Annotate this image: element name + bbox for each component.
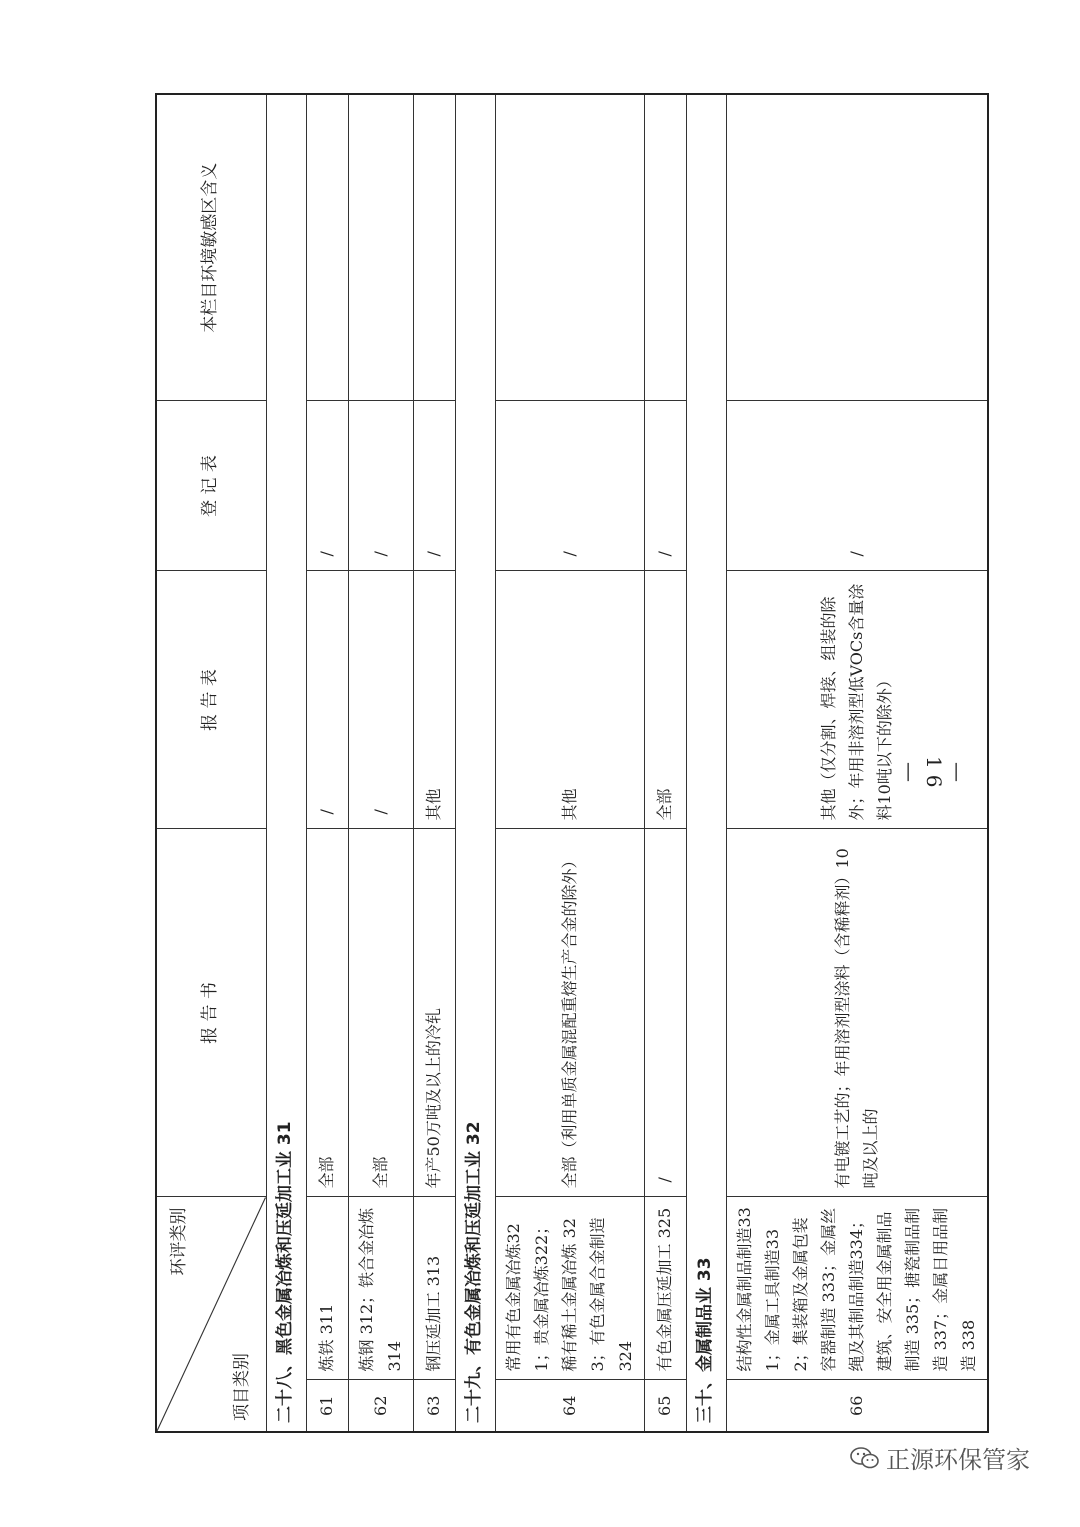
- watermark: [850, 1440, 1030, 1475]
- section-row: [266, 94, 306, 1432]
- row-report-form: 其他: [413, 571, 455, 829]
- table-row: [413, 94, 455, 1432]
- row-report-form: /: [306, 571, 348, 829]
- table-row: [644, 94, 686, 1432]
- section-title: 二十八、黑色金属冶炼和压延加工业 31: [266, 94, 306, 1432]
- row-report-book: 全部: [306, 829, 348, 1197]
- eia-category-table: [155, 93, 989, 1433]
- header-sensitive-area: 本栏目环境敏感区含义: [156, 94, 266, 401]
- row-number: 62: [348, 1380, 413, 1432]
- row-sensitive: [306, 94, 348, 401]
- row-report-form: 其他: [495, 571, 644, 829]
- row-category: 有色金属压延加工 325: [644, 1197, 686, 1380]
- section-row: [686, 94, 726, 1432]
- table-row: [306, 94, 348, 1432]
- header-project-category: 项目类别: [231, 1353, 252, 1421]
- row-number: 66: [726, 1380, 988, 1432]
- row-sensitive: [495, 94, 644, 401]
- row-report-book: 全部（利用单质金属混配重熔生产合金的除外）: [495, 829, 644, 1197]
- row-register: /: [495, 401, 644, 571]
- row-report-form: 其他（仅分割、焊接、组装的除外；年用非溶剂型低VOCs含量涂料10吨以下的除外）: [726, 571, 988, 829]
- row-report-book: /: [644, 829, 686, 1197]
- row-number: 61: [306, 1380, 348, 1432]
- row-register: /: [413, 401, 455, 571]
- header-env-category: 环评类别: [169, 1207, 189, 1276]
- section-row: [455, 94, 495, 1432]
- header-report-form: 报 告 表: [156, 571, 266, 829]
- row-register: /: [348, 401, 413, 571]
- diagonal-header-cell: [156, 1197, 266, 1432]
- row-category: 炼钢 312；铁合金冶炼 314: [348, 1197, 413, 1380]
- row-category: 钢压延加工 313: [413, 1197, 455, 1380]
- section-title: 三十、金属制品业 33: [686, 94, 726, 1432]
- row-number: 63: [413, 1380, 455, 1432]
- table-row: [348, 94, 413, 1432]
- row-number: 64: [495, 1380, 644, 1432]
- page-number: — 16 —: [898, 756, 970, 794]
- row-report-book: 年产50万吨及以上的冷轧: [413, 829, 455, 1197]
- wechat-icon: [850, 1447, 880, 1469]
- row-register: /: [644, 401, 686, 571]
- row-register: /: [306, 401, 348, 571]
- row-register: /: [726, 401, 988, 571]
- row-category: 常用有色金属冶炼321；贵金属冶炼322；稀有稀土金属冶炼 323；有色金属合金制造 324: [495, 1197, 644, 1380]
- row-sensitive: [348, 94, 413, 401]
- header-report-book: 报 告 书: [156, 829, 266, 1197]
- row-report-book: 全部: [348, 829, 413, 1197]
- header-register-form: 登 记 表: [156, 401, 266, 571]
- row-number: 65: [644, 1380, 686, 1432]
- watermark-text: 正源环保管家: [886, 1446, 1030, 1474]
- table-row: [495, 94, 644, 1432]
- row-report-book: 有电镀工艺的；年用溶剂型涂料（含稀释剂）10吨及以上的: [726, 829, 988, 1197]
- section-title: 二十九、有色金属冶炼和压延加工业 32: [455, 94, 495, 1432]
- header-row: [156, 94, 266, 1432]
- row-report-form: /: [348, 571, 413, 829]
- row-category: 结构性金属制品制造331；金属工具制造332；集装箱及金属包装容器制造 333；金属丝绳及其制品制造334；建筑、安全用金属制品制造 335；搪瓷制品制造 337；金属日用品制造 338: [726, 1197, 988, 1380]
- row-sensitive: [644, 94, 686, 401]
- row-report-form: 全部: [644, 571, 686, 829]
- row-sensitive: [726, 94, 988, 401]
- rotated-table-frame: [155, 95, 978, 1433]
- row-sensitive: [413, 94, 455, 401]
- row-category: 炼铁 311: [306, 1197, 348, 1380]
